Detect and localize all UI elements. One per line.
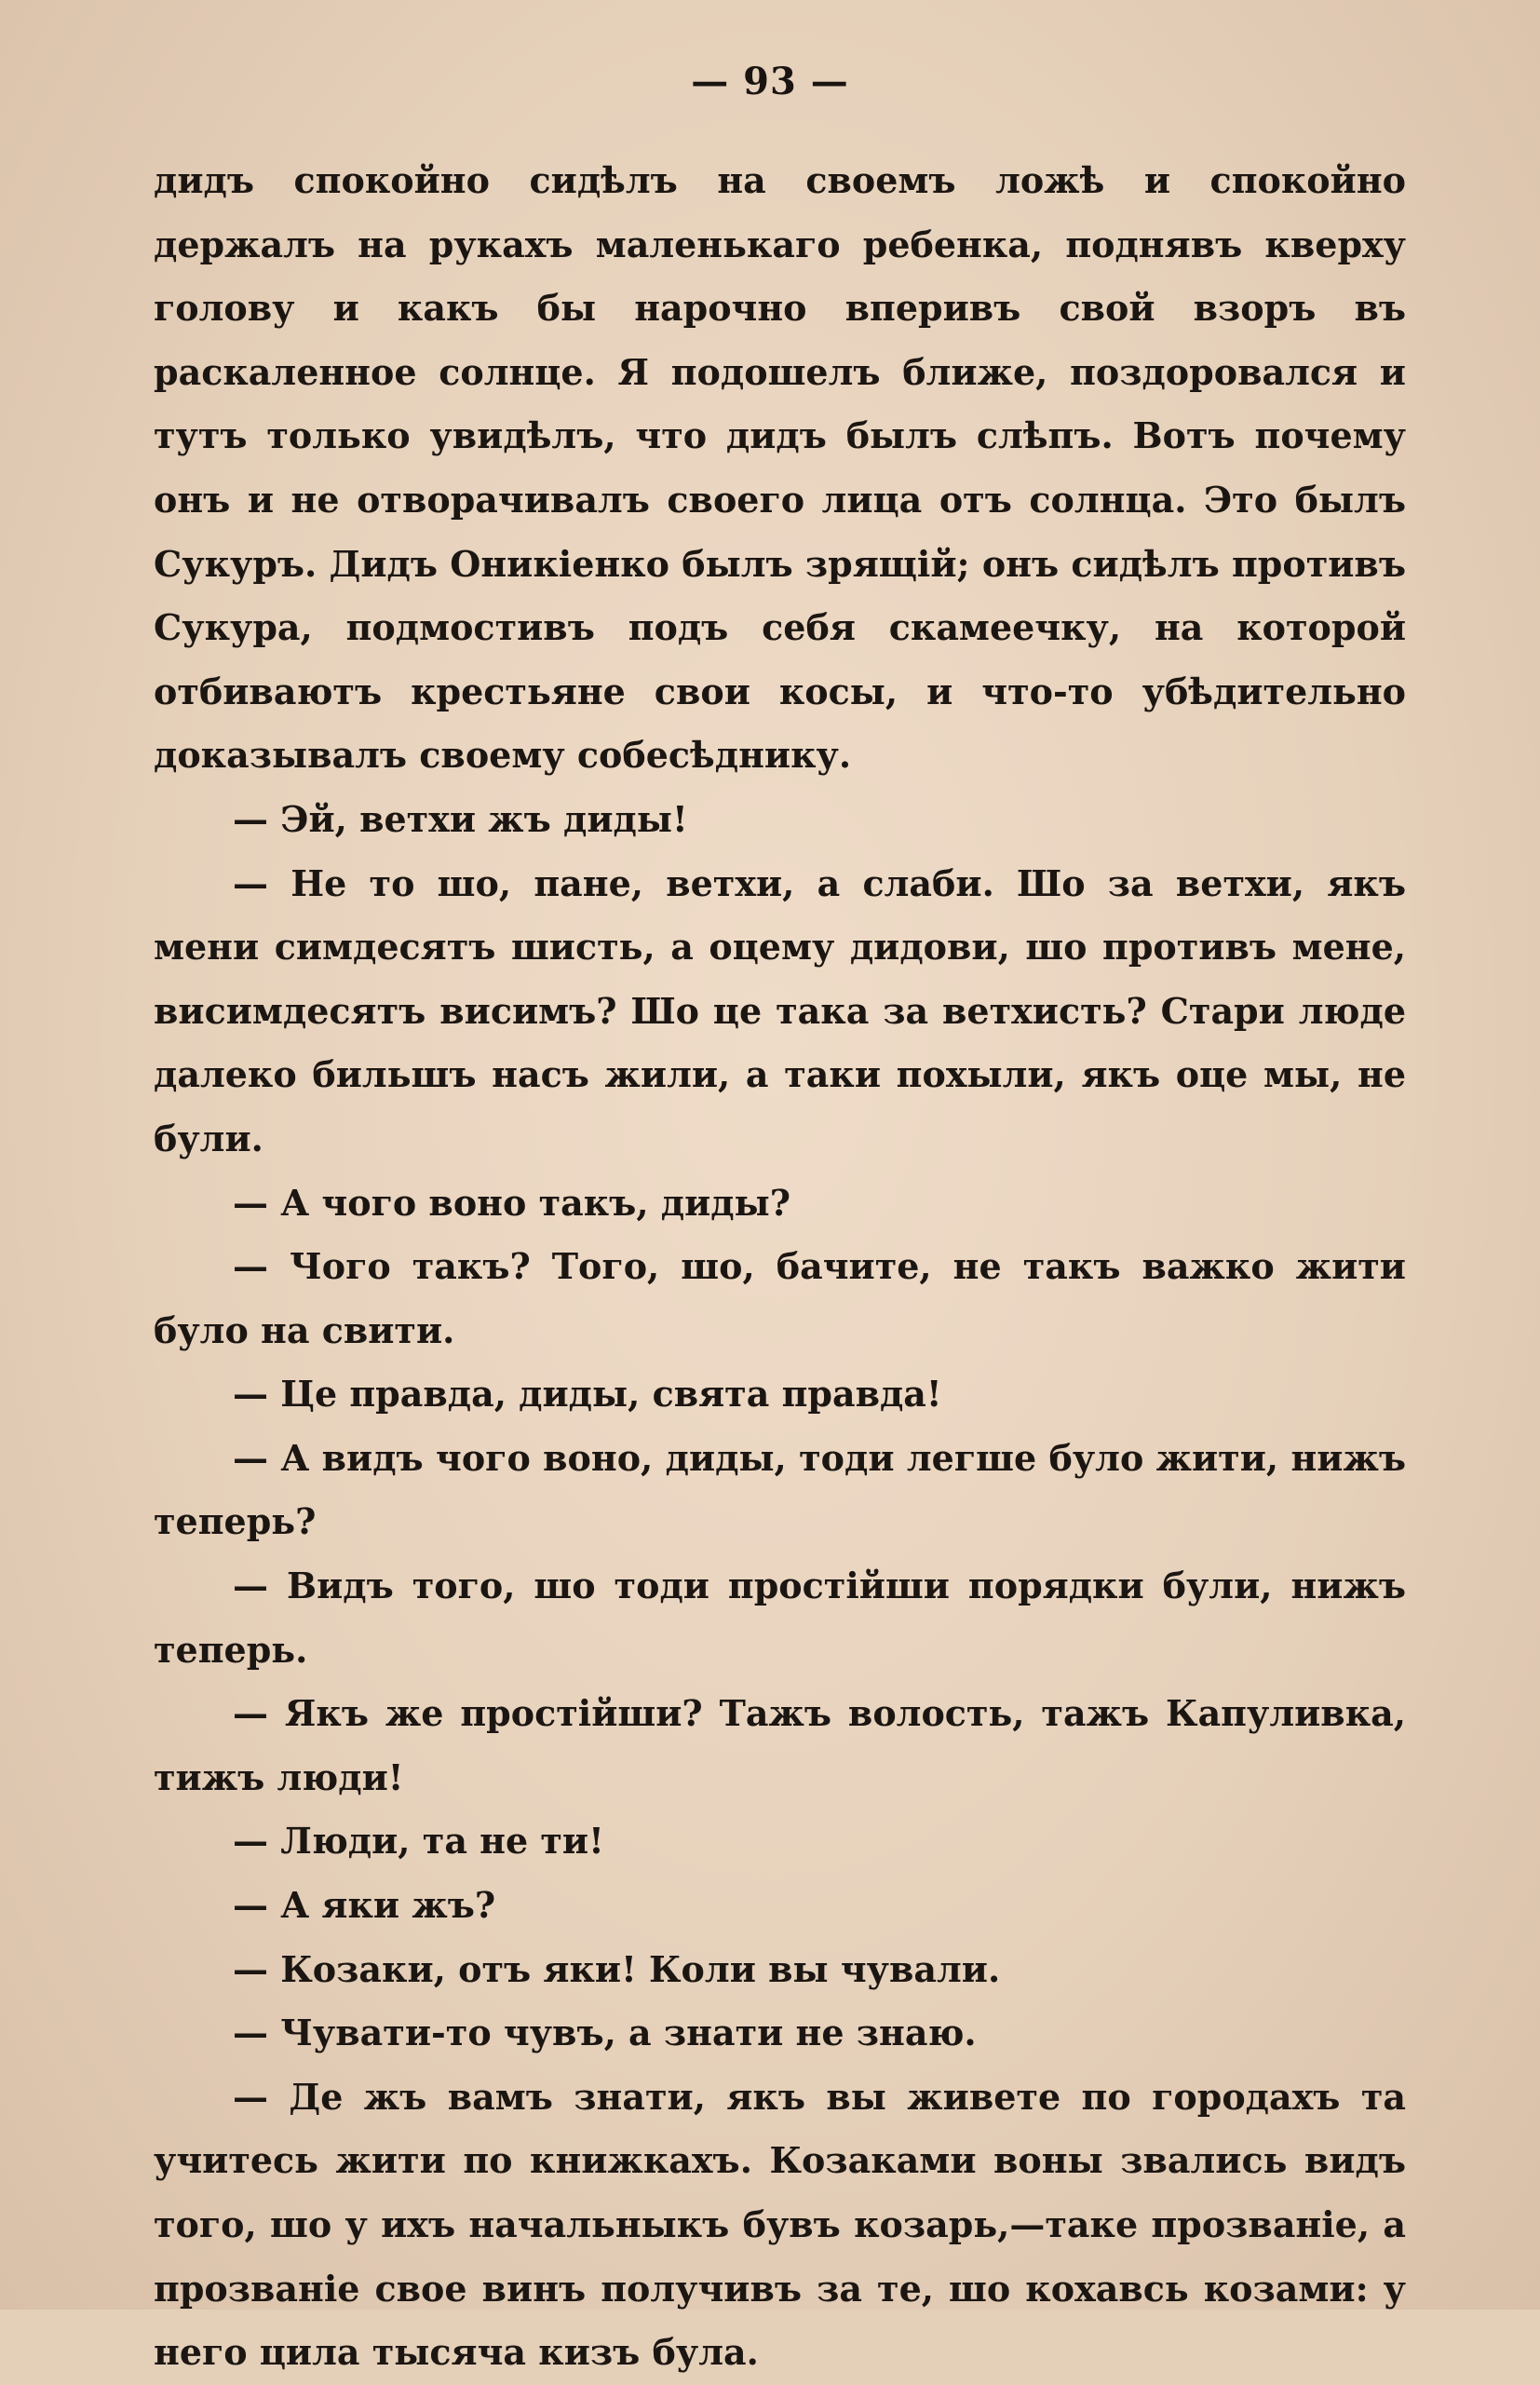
paragraph: — Чого такъ? Того, шо, бачите, не такъ важко жити було на свити.	[154, 1245, 1406, 1351]
paragraph: — Козаки, отъ яки! Коли вы чували.	[233, 1947, 1001, 1990]
page-number: — 93 —	[691, 60, 849, 103]
paragraph: — А чого воно такъ, диды?	[233, 1181, 790, 1224]
paragraph: — Видъ того, шо тоди простійши порядки були, нижъ теперь.	[154, 1565, 1406, 1671]
paragraph: — Не то шо, пане, ветхи, а слаби. Шо за ветхи, якъ мени симдесятъ шисть, а оцему дидови, шо противъ мене, висимдесятъ висимъ? Шо це така за ветхисть? Стари люде далеко бильшъ насъ жили, а таки похыли, якъ оце мы, не були.	[154, 861, 1406, 1159]
paragraph: — Люди, та не ти!	[233, 1820, 604, 1863]
paragraph: — Эй, ветхи жъ диды!	[233, 797, 688, 840]
paragraph: — Якъ же простійши? Тажъ волость, тажъ Капуливка, тижъ люди!	[154, 1692, 1406, 1798]
page-body	[154, 149, 1406, 2385]
paragraph: — Це правда, диды, свята правда!	[233, 1373, 942, 1416]
paragraph: — А яки жъ?	[233, 1884, 496, 1927]
paragraph: дидъ спокойно сидѣлъ на своемъ ложѣ и спокойно держалъ на рукахъ маленькаго ребенка, поднявъ кверху голову и какъ бы нарочно вперивъ свой взоръ въ раскаленное солнце. Я подошелъ ближе, поздоровался и тутъ только увидѣлъ, что дидъ былъ слѣпъ. Вотъ почему онъ и не отворачивалъ своего лица отъ солнца. Это былъ Сукуръ. Дидъ Оникіенко былъ зрящій; онъ сидѣлъ противъ Сукура, подмостивъ подъ себя скамеечку, на которой отбиваютъ крестьяне свои косы, и что-то убѣдительно доказывалъ своему собесѣднику.	[154, 159, 1406, 777]
paragraph: — А видъ чого воно, диды, тоди легше було жити, нижъ теперь?	[154, 1436, 1406, 1543]
paragraph: — Чувати-то чувъ, а знати не знаю.	[233, 2012, 977, 2054]
paragraph: — Де жъ вамъ знати, якъ вы живете по городахъ та учитесь жити по книжкахъ. Козаками воны звались видъ того, шо у ихъ начальныкъ бувъ козарь,—таке прозваніе, а прозваніе свое винъ получивъ за те, шо кохавсь козами: у него цила тысяча кизъ була.	[154, 2075, 1406, 2374]
